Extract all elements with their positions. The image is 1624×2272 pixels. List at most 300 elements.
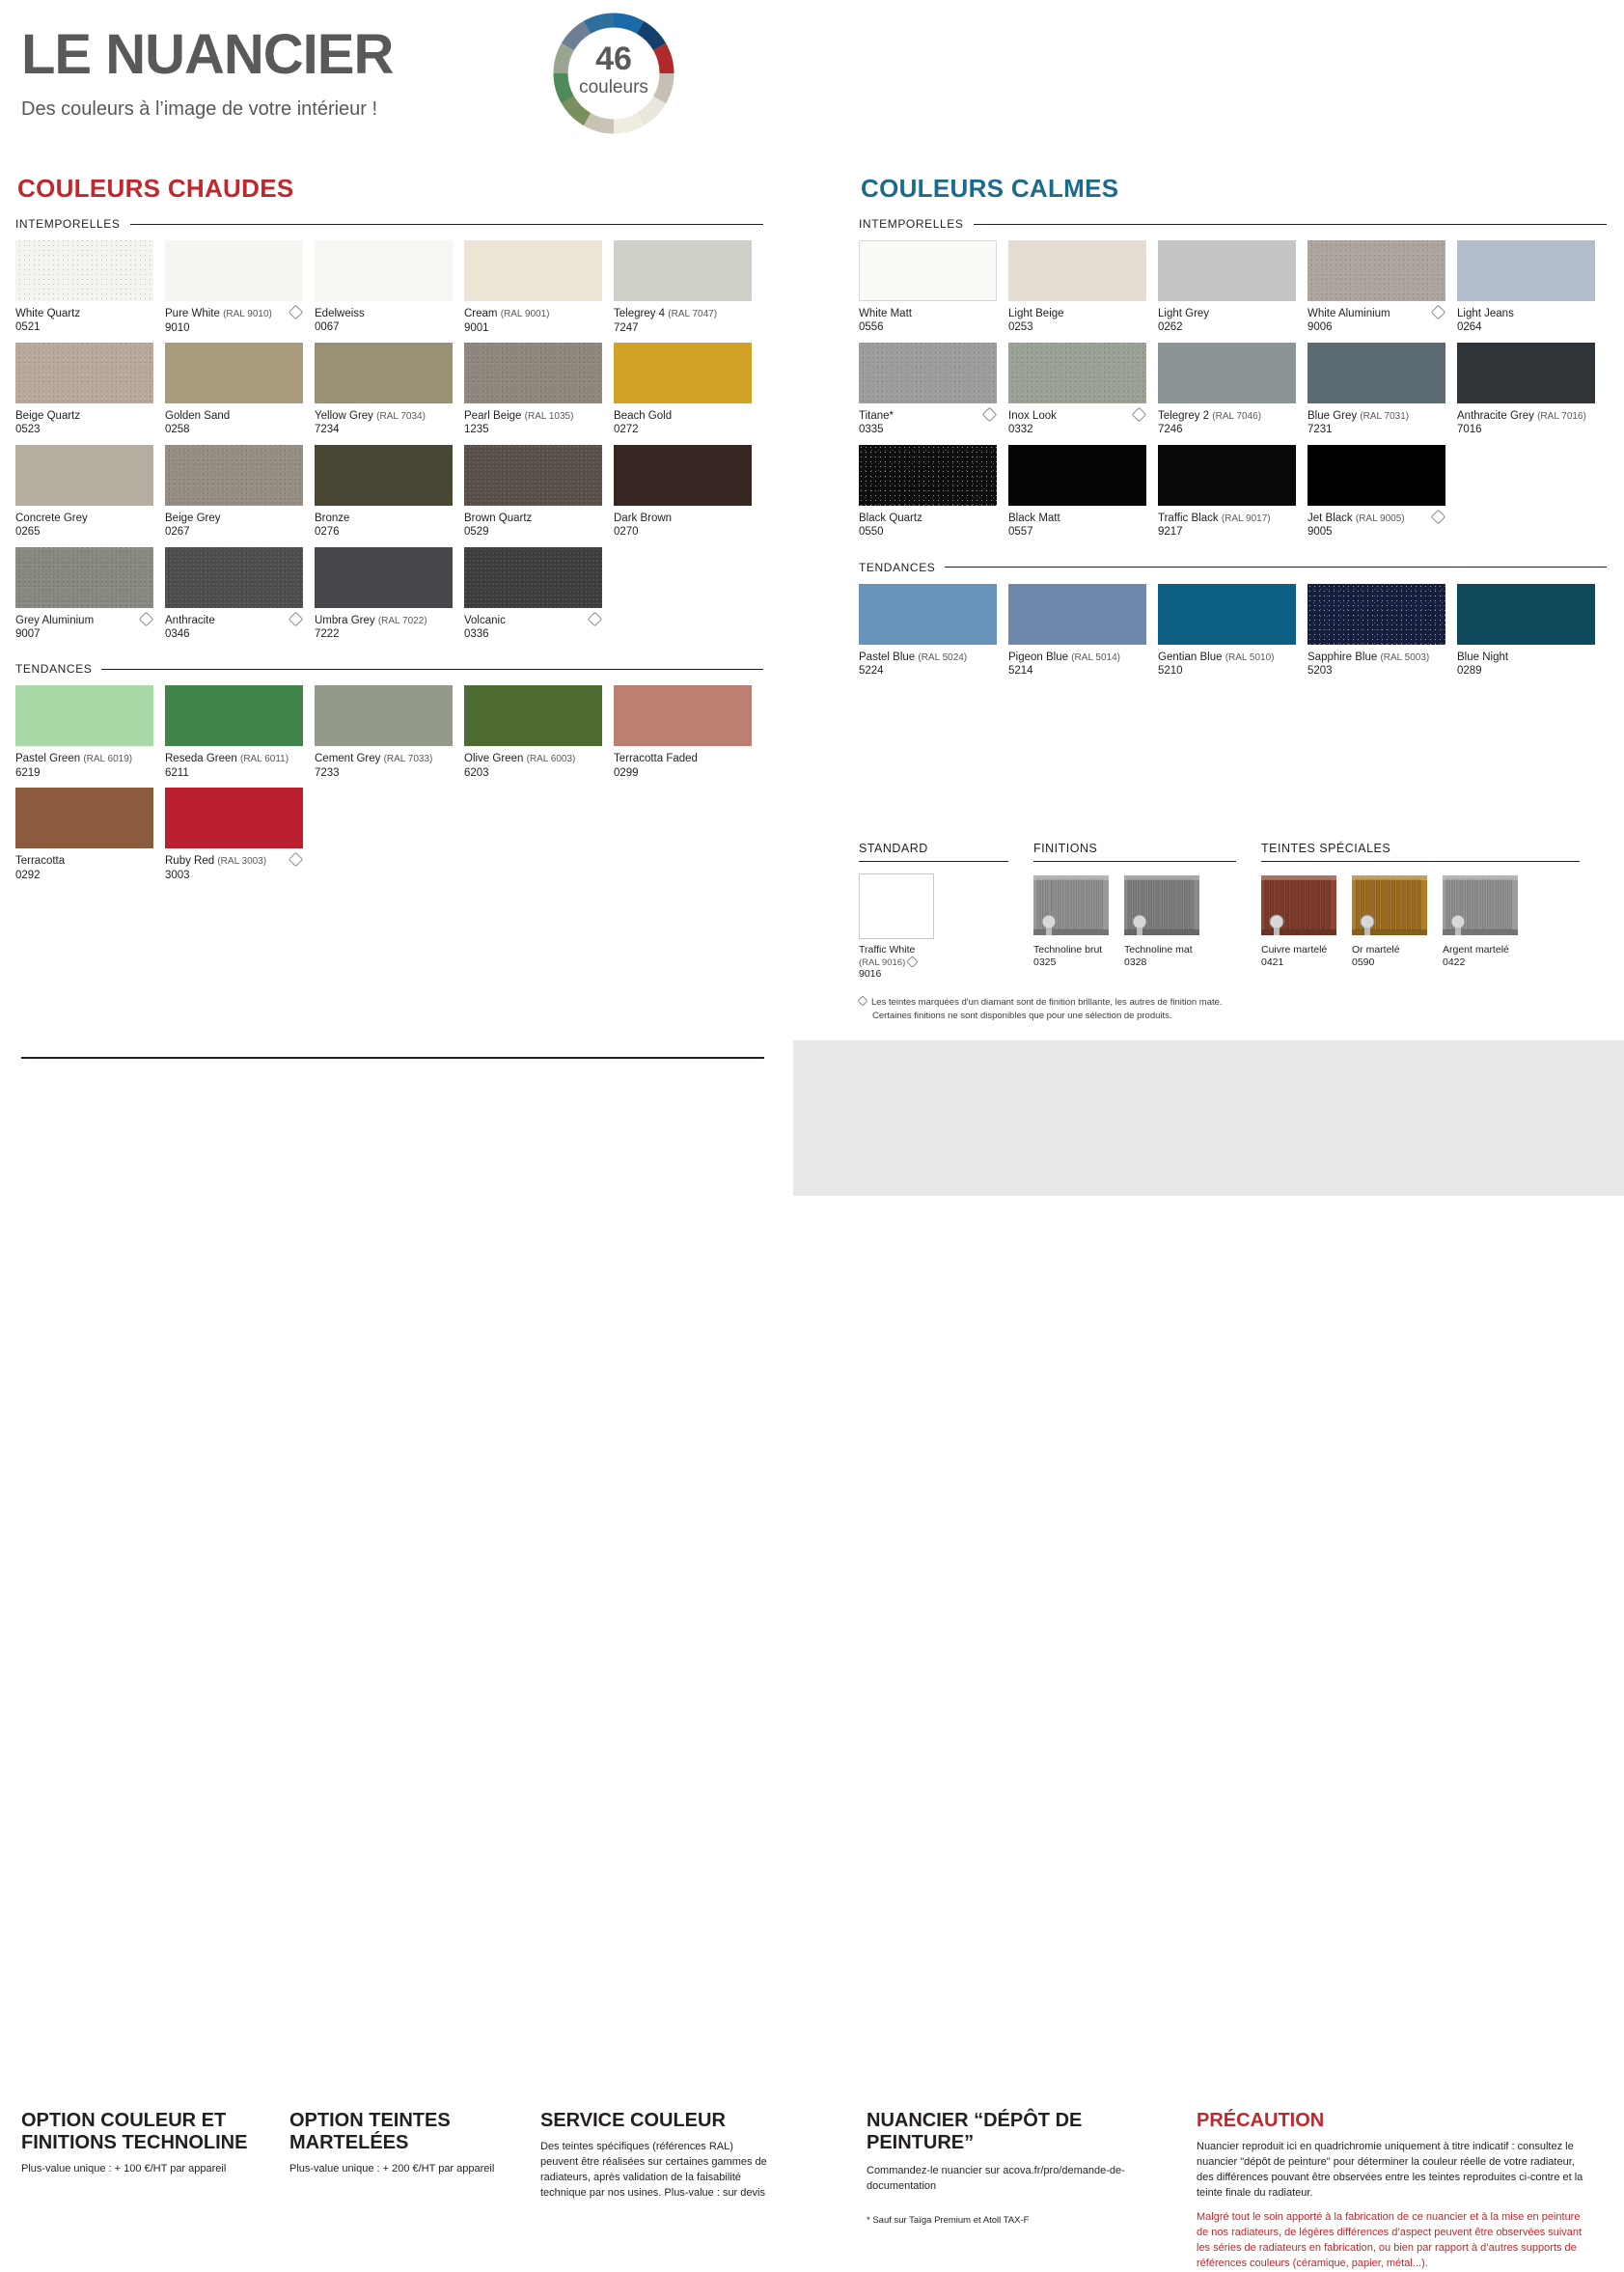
finish-name: Or martelé <box>1352 944 1400 956</box>
color-code: 5214 <box>1008 665 1033 677</box>
color-code: 6203 <box>464 766 489 779</box>
color-meta <box>165 301 303 335</box>
divider <box>859 861 1008 862</box>
color-swatch <box>315 547 464 642</box>
diamond-icon <box>906 956 919 968</box>
color-chip <box>859 584 997 645</box>
service-couleur-text: Des teintes spécifiques (références RAL) peuvent être réalisées sur certaines gammes de radiateurs, après validation de la faisabilité technique par nos usines. Plus-value : sur devis <box>540 2141 767 2199</box>
footnote-line-1: Les teintes marquées d'un diamant sont de finition brillante, les autres de finition mate. <box>871 996 1223 1008</box>
color-chip <box>165 685 303 746</box>
color-meta <box>15 746 153 780</box>
color-swatch <box>15 547 165 642</box>
warm-trends-heading <box>15 662 763 676</box>
color-chip <box>1457 343 1595 403</box>
radiator-sample <box>1261 873 1336 939</box>
color-ral: (RAL 7033) <box>383 754 433 765</box>
color-meta <box>614 506 752 540</box>
color-chip <box>1158 240 1296 301</box>
color-ral: (RAL 7047) <box>668 309 718 319</box>
color-chip <box>464 685 602 746</box>
color-swatch <box>315 343 464 437</box>
color-chip <box>1008 343 1146 403</box>
color-swatch <box>614 343 763 437</box>
color-swatch <box>1008 584 1158 679</box>
color-chip <box>1008 584 1146 645</box>
color-name: Pastel Green (RAL 6019) <box>15 753 133 765</box>
color-name: Terracotta Faded <box>614 753 698 765</box>
nuancier-depot-text[interactable]: Commandez-le nuancier sur acova.fr/pro/demande-de-documentation <box>867 2165 1125 2192</box>
color-name: Beach Gold <box>614 409 673 422</box>
color-meta <box>1008 403 1146 437</box>
color-name: Volcanic <box>464 614 506 626</box>
badge-label: couleurs <box>579 77 648 97</box>
finish-panels <box>859 842 1611 1023</box>
color-meta <box>15 608 153 642</box>
warm-timeless-grid <box>15 240 763 649</box>
color-meta <box>1158 506 1296 540</box>
calm-trends-label: TENDANCES <box>859 560 936 574</box>
calm-colors-column <box>859 174 1607 685</box>
color-swatch <box>315 240 464 335</box>
color-name: Sapphire Blue (RAL 5003) <box>1307 651 1430 663</box>
color-code: 0335 <box>859 424 884 436</box>
color-meta <box>859 403 997 437</box>
color-name: Pure White (RAL 9010) <box>165 308 272 319</box>
color-chip <box>859 240 997 301</box>
radiator-sample <box>1443 873 1518 939</box>
color-swatch <box>1307 584 1457 679</box>
color-chip <box>614 343 752 403</box>
panel-standard-title: STANDARD <box>859 842 928 855</box>
radiator-icon <box>1443 873 1518 939</box>
color-ral: (RAL 5014) <box>1071 651 1120 663</box>
color-chip <box>165 240 303 301</box>
color-meta <box>1008 301 1146 335</box>
color-ral: (RAL 3003) <box>217 856 267 868</box>
color-meta <box>1307 301 1445 335</box>
finish-footnote <box>859 996 1611 1024</box>
color-swatch <box>315 445 464 540</box>
warm-column-title: COULEURS CHAUDES <box>17 174 294 203</box>
color-ral: (RAL 7016) <box>1537 410 1586 422</box>
finish-name: Argent martelé <box>1443 944 1509 956</box>
color-code: 0270 <box>614 526 639 539</box>
color-meta <box>1158 301 1296 335</box>
color-meta <box>859 301 997 335</box>
color-code: 5224 <box>859 665 884 677</box>
divider <box>1033 861 1236 862</box>
color-name: Gentian Blue (RAL 5010) <box>1158 651 1275 663</box>
radiator-sample <box>1352 873 1427 939</box>
warm-timeless-heading <box>15 217 763 231</box>
nuancier-depot-block <box>867 2110 1185 2228</box>
precaution-title: PRÉCAUTION <box>1197 2110 1325 2131</box>
precaution-text: Nuancier reproduit ici en quadrichromie uniquement à titre indicatif : consultez le nuancier "dépôt de peinture" pour déterminer la couleur réelle de votre radiateur, des différences pouvant être observées entre les teintes reproduites ci-contre et la teinte finale du radiateur. <box>1197 2141 1583 2199</box>
color-swatch <box>315 685 464 780</box>
finish-code: 0325 <box>1033 956 1057 968</box>
color-code: 9005 <box>1307 526 1333 539</box>
warm-trends-label: TENDANCES <box>15 662 93 677</box>
color-meta <box>464 608 602 642</box>
color-name: Jet Black (RAL 9005) <box>1307 512 1405 524</box>
color-code: 0264 <box>1457 321 1482 334</box>
divider <box>130 224 764 225</box>
color-chip <box>1457 240 1595 301</box>
color-code: 0299 <box>614 766 639 779</box>
badge-number: 46 <box>595 41 632 77</box>
color-name: Anthracite <box>165 614 215 626</box>
color-ral: (RAL 6011) <box>240 754 289 765</box>
precaution-warning: Malgré tout le soin apporté à la fabrication de ce nuancier et à la mise en peinture de nos radiateurs, de légères différences d’aspect peuvent être observées suivant les séries de radiateurs en fabrication, ou bien par rapport à d’autres supports de références couleurs (céramique, papier, métal...). <box>1197 2210 1583 2269</box>
color-meta <box>1457 301 1595 335</box>
color-swatch <box>165 685 315 780</box>
finish-code: 9016 <box>859 968 882 981</box>
color-meta <box>859 506 997 540</box>
color-swatch <box>15 240 165 335</box>
panel-standard <box>859 842 1008 981</box>
color-code: 0557 <box>1008 526 1033 538</box>
color-code: 0067 <box>315 321 340 334</box>
color-meta <box>464 746 602 780</box>
color-meta <box>1307 506 1445 540</box>
divider <box>945 567 1607 568</box>
calm-column-title: COULEURS CALMES <box>861 174 1119 203</box>
warm-trends-grid <box>15 685 763 890</box>
color-name: Umbra Grey (RAL 7022) <box>315 614 427 626</box>
color-chip <box>1008 445 1146 506</box>
color-chip <box>859 873 934 939</box>
color-name: Golden Sand <box>165 409 231 422</box>
color-swatch <box>859 343 1008 437</box>
color-code: 0267 <box>165 526 190 539</box>
calm-timeless-heading <box>859 217 1607 231</box>
finish-name: Cuivre martelé <box>1261 944 1328 956</box>
panel-teintes-speciales <box>1261 842 1580 981</box>
color-name: Yellow Grey (RAL 7034) <box>315 409 426 422</box>
color-name: Telegrey 4 (RAL 7047) <box>614 308 718 319</box>
finish-name: Technoline brut <box>1033 944 1103 956</box>
finish-item <box>859 873 934 981</box>
color-chip <box>614 445 752 506</box>
color-swatch <box>1008 240 1158 335</box>
divider <box>1261 861 1580 862</box>
color-name: Pearl Beige (RAL 1035) <box>464 409 574 422</box>
color-name: Dark Brown <box>614 512 673 524</box>
color-code: 0265 <box>15 526 41 539</box>
color-swatch <box>1307 343 1457 437</box>
color-chip <box>1457 584 1595 645</box>
color-name: Black Quartz <box>859 512 922 524</box>
color-swatch <box>614 445 763 540</box>
color-code: 7222 <box>315 628 340 640</box>
color-code: 9001 <box>464 321 489 334</box>
color-meta <box>614 403 752 437</box>
color-name: Beige Grey <box>165 512 221 524</box>
color-name: White Aluminium <box>1307 308 1390 319</box>
color-meta <box>464 506 602 540</box>
color-meta <box>1457 403 1595 437</box>
color-code: 6211 <box>165 766 189 779</box>
color-name: Bronze <box>315 512 350 524</box>
option-teintes-text: Plus-value unique : + 200 €/HT par appareil <box>289 2163 495 2175</box>
color-chip <box>165 788 303 848</box>
color-name: Anthracite Grey (RAL 7016) <box>1457 409 1586 422</box>
color-swatch <box>1457 240 1607 335</box>
service-couleur-title: SERVICE COULEUR <box>540 2110 726 2131</box>
page-subtitle: Des couleurs à l’image de votre intérieur ! <box>21 98 378 120</box>
calm-trends-heading <box>859 561 1607 574</box>
color-name: Pigeon Blue (RAL 5014) <box>1008 651 1120 663</box>
color-meta <box>165 608 303 642</box>
color-code: 0332 <box>1008 424 1033 436</box>
color-chip <box>464 343 602 403</box>
bottom-strip <box>0 1040 1624 2269</box>
panel-finitions <box>1033 842 1236 981</box>
color-chip <box>315 445 453 506</box>
color-meta <box>315 608 453 642</box>
color-name: Cement Grey (RAL 7033) <box>315 753 433 765</box>
color-swatch <box>1158 240 1307 335</box>
finish-item <box>1352 873 1427 968</box>
color-ral: (RAL 7034) <box>376 410 426 422</box>
color-name: Light Grey <box>1158 308 1210 319</box>
color-name: Brown Quartz <box>464 512 533 524</box>
warm-timeless-label: INTEMPORELLES <box>15 217 121 231</box>
color-meta <box>15 506 153 540</box>
option-couleur-block <box>21 2110 262 2177</box>
footnote-line-2: Certaines finitions ne sont disponibles que pour une sélection de produits. <box>872 1011 1172 1022</box>
color-swatch <box>859 584 1008 679</box>
color-chip <box>464 240 602 301</box>
color-name: Telegrey 2 (RAL 7046) <box>1158 409 1262 422</box>
color-chip <box>15 685 153 746</box>
color-name: Concrete Grey <box>15 512 88 524</box>
color-name: Cream (RAL 9001) <box>464 308 550 319</box>
color-meta <box>1307 645 1445 679</box>
color-code: 9217 <box>1158 526 1183 539</box>
finish-item <box>1261 873 1336 968</box>
color-ral: (RAL 7022) <box>377 615 427 626</box>
nuancier-depot-title: NUANCIER “DÉPÔT DE PEINTURE” <box>867 2110 1083 2153</box>
color-meta <box>464 301 602 335</box>
color-name: White Quartz <box>15 308 81 319</box>
color-code: 0262 <box>1158 321 1183 334</box>
color-swatch <box>1307 240 1457 335</box>
color-ral: (RAL 7031) <box>1360 410 1410 422</box>
divider <box>974 224 1608 225</box>
color-count-badge <box>546 6 681 141</box>
color-ral: (RAL 9010) <box>223 309 272 319</box>
color-code: 0289 <box>1457 664 1482 677</box>
color-chip <box>15 240 153 301</box>
color-swatch <box>464 240 614 335</box>
color-swatch <box>15 685 165 780</box>
color-ral: (RAL 6003) <box>526 754 576 765</box>
color-name: Reseda Green (RAL 6011) <box>165 753 289 765</box>
color-swatch <box>859 240 1008 335</box>
color-chip <box>315 547 453 608</box>
color-ral: (RAL 6019) <box>83 754 133 765</box>
nuancier-depot-note: * Sauf sur Taïga Premium et Atoll TAX-F <box>867 2214 1030 2226</box>
color-chip <box>859 445 997 506</box>
finish-code: 0590 <box>1352 956 1375 968</box>
color-name: Grey Aluminium <box>15 614 95 626</box>
service-couleur-block <box>540 2110 772 2202</box>
color-swatch <box>1008 445 1158 540</box>
color-ral: (RAL 9001) <box>500 309 550 319</box>
color-ral: (RAL 5003) <box>1380 651 1430 663</box>
finish-name: Traffic White (RAL 9016) <box>859 944 934 968</box>
color-code: 0523 <box>15 424 41 436</box>
color-swatch <box>464 445 614 540</box>
finish-code: 0328 <box>1124 956 1147 968</box>
color-swatch <box>464 547 614 642</box>
color-swatch <box>464 343 614 437</box>
color-chip <box>1158 343 1296 403</box>
radiator-sample <box>1124 873 1199 939</box>
color-code: 0529 <box>464 526 489 539</box>
color-chip <box>15 343 153 403</box>
color-meta <box>315 301 453 335</box>
color-chip <box>315 685 453 746</box>
color-swatch <box>464 685 614 780</box>
color-chip <box>15 445 153 506</box>
color-meta <box>1008 645 1146 679</box>
color-name: Light Beige <box>1008 308 1064 319</box>
color-name: Blue Grey (RAL 7031) <box>1307 409 1410 422</box>
color-name: Titane* <box>859 409 895 422</box>
color-ral: (RAL 1035) <box>524 410 574 422</box>
radiator-sample <box>1033 873 1109 939</box>
color-code: 7231 <box>1307 424 1333 436</box>
color-chip <box>1158 584 1296 645</box>
color-swatch <box>1457 584 1607 679</box>
color-code: 3003 <box>165 869 190 881</box>
finish-item <box>1443 873 1518 968</box>
color-chip <box>1307 343 1445 403</box>
calm-timeless-label: INTEMPORELLES <box>859 217 964 231</box>
color-name: Blue Night <box>1457 651 1509 663</box>
color-swatch <box>165 240 315 335</box>
color-chip <box>1307 445 1445 506</box>
color-code: 0276 <box>315 526 340 539</box>
precaution-block <box>1197 2110 1592 2272</box>
color-code: 9010 <box>165 321 190 334</box>
color-chip <box>315 240 453 301</box>
color-meta <box>1457 645 1595 679</box>
color-code: 0521 <box>15 321 41 334</box>
color-meta <box>1008 506 1146 540</box>
option-couleur-title: OPTION COULEUR ET FINITIONS TECHNOLINE <box>21 2110 248 2153</box>
color-chip <box>1158 445 1296 506</box>
divider <box>101 669 763 670</box>
color-code: 0346 <box>165 627 190 640</box>
radiator-icon <box>1352 873 1427 939</box>
color-swatch <box>1008 343 1158 437</box>
color-swatch <box>15 788 165 882</box>
color-chip <box>614 240 752 301</box>
color-name: Ruby Red (RAL 3003) <box>165 855 267 868</box>
color-code: 9006 <box>1307 321 1333 334</box>
color-name: Beige Quartz <box>15 409 81 422</box>
color-chip <box>15 547 153 608</box>
color-meta <box>315 746 453 780</box>
option-teintes-title: OPTION TEINTES MARTELÉES <box>289 2110 451 2153</box>
color-meta <box>614 301 752 335</box>
color-chip <box>165 445 303 506</box>
radiator-icon <box>1124 873 1199 939</box>
color-name: Olive Green (RAL 6003) <box>464 753 576 765</box>
color-code: 9007 <box>15 627 41 640</box>
warm-colors-column <box>15 174 763 890</box>
color-meta <box>165 403 303 437</box>
color-name: Edelweiss <box>315 308 365 319</box>
color-code: 0336 <box>464 627 489 640</box>
color-ral: (RAL 5024) <box>918 651 968 663</box>
color-chip <box>165 343 303 403</box>
color-swatch <box>165 343 315 437</box>
color-ral: (RAL 9005) <box>1355 513 1405 524</box>
calm-trends-grid <box>859 584 1607 686</box>
color-meta <box>165 506 303 540</box>
color-name: Terracotta <box>15 855 66 868</box>
color-ral: (RAL 5010) <box>1225 651 1275 663</box>
color-code: 0258 <box>165 424 190 436</box>
panel-finitions-title: FINITIONS <box>1033 842 1098 855</box>
color-swatch <box>15 343 165 437</box>
finish-code: 0422 <box>1443 956 1466 968</box>
color-name: Inox Look <box>1008 409 1057 422</box>
color-name: Light Jeans <box>1457 308 1514 319</box>
color-swatch <box>165 788 315 882</box>
color-meta <box>15 403 153 437</box>
color-swatch <box>859 445 1008 540</box>
color-chip <box>464 547 602 608</box>
color-ral: (RAL 7046) <box>1212 410 1262 422</box>
panel-teintes-title: TEINTES SPÉCIALES <box>1261 842 1391 855</box>
color-chip <box>1008 240 1146 301</box>
color-code: 5210 <box>1158 665 1183 677</box>
finish-item <box>1124 873 1199 968</box>
color-swatch <box>1158 343 1307 437</box>
color-code: 1235 <box>464 424 489 436</box>
color-meta <box>315 506 453 540</box>
color-meta <box>614 746 752 780</box>
color-code: 7246 <box>1158 424 1183 436</box>
color-meta <box>1158 645 1296 679</box>
color-meta <box>315 403 453 437</box>
color-chip <box>464 445 602 506</box>
color-swatch <box>165 445 315 540</box>
color-meta <box>1158 403 1296 437</box>
finish-name: Technoline mat <box>1124 944 1193 956</box>
finish-ral: (RAL 9016) <box>859 956 906 968</box>
calm-timeless-grid <box>859 240 1607 547</box>
color-code: 5203 <box>1307 665 1333 677</box>
option-teintes-block <box>289 2110 497 2177</box>
color-code: 7247 <box>614 321 639 334</box>
finish-item <box>1033 873 1109 968</box>
color-meta <box>165 848 303 882</box>
radiator-icon <box>1033 873 1109 939</box>
color-code: 7234 <box>315 424 340 436</box>
color-meta <box>15 301 153 335</box>
page-title: LE NUANCIER <box>21 23 394 86</box>
color-chip <box>614 685 752 746</box>
color-chip <box>1307 584 1445 645</box>
color-swatch <box>15 445 165 540</box>
color-meta <box>165 746 303 780</box>
